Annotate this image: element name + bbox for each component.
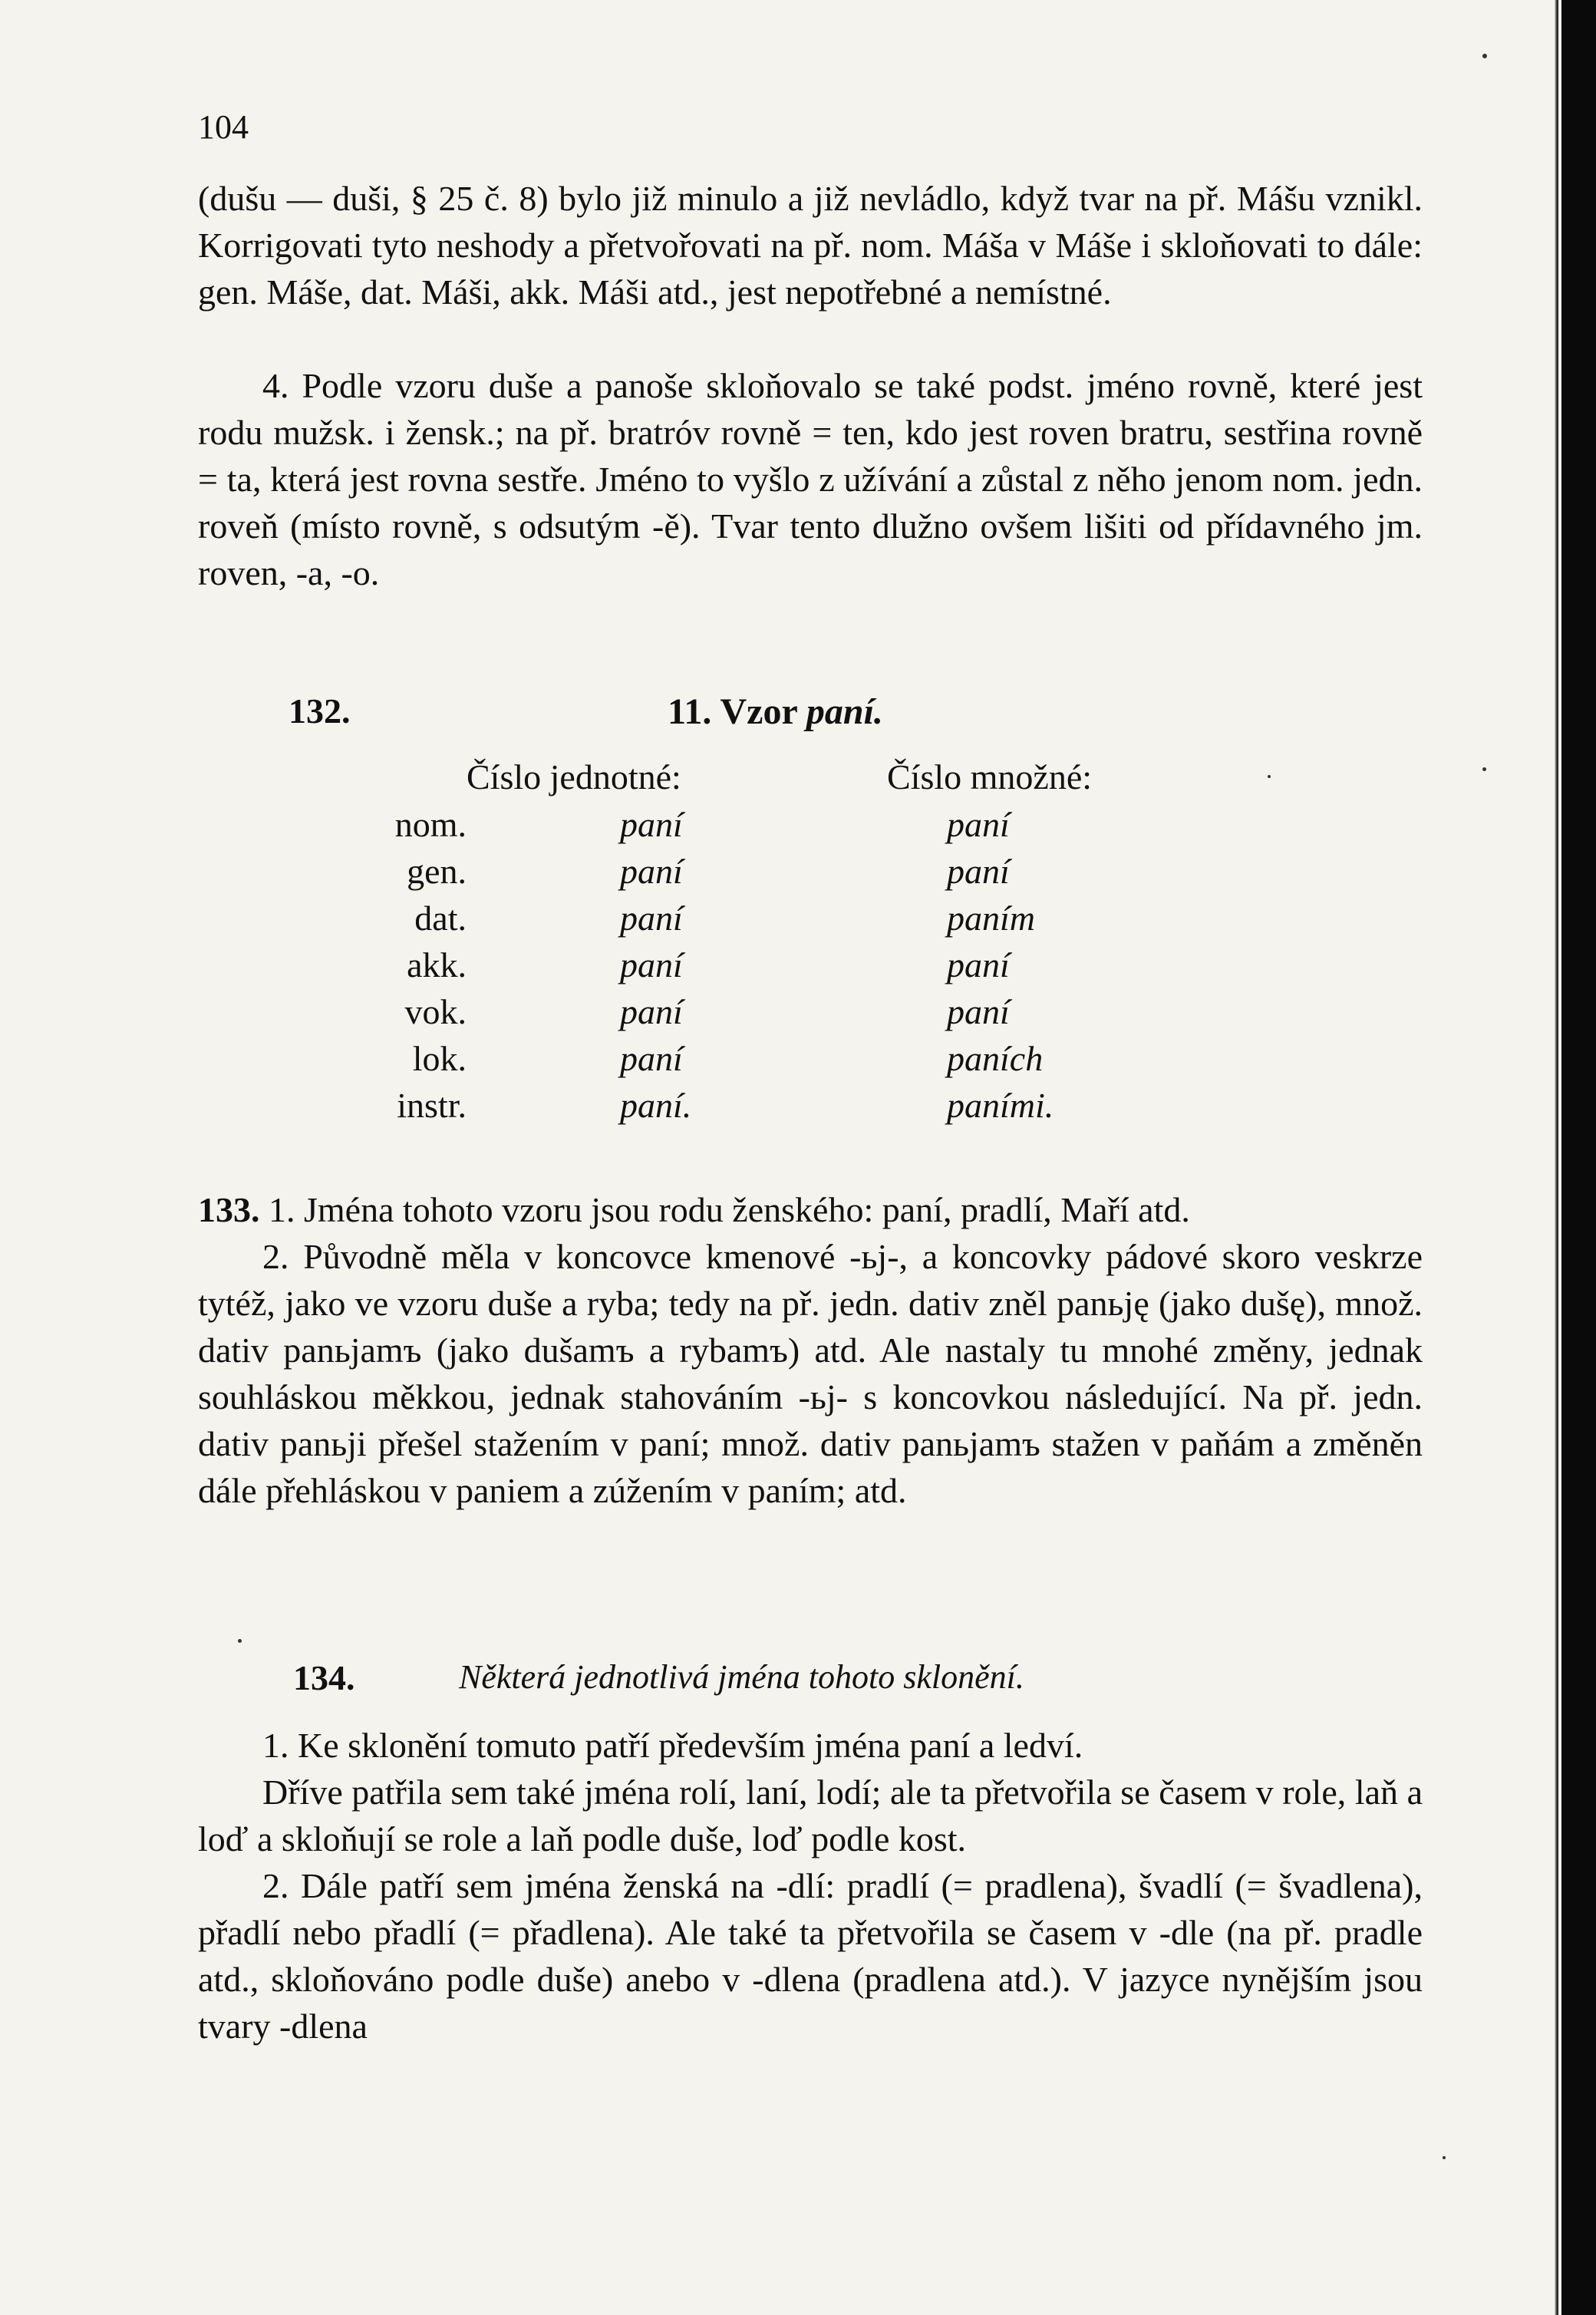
section-133-p1-text: 1. Jména tohoto vzoru jsou rodu ženského: paní, pradlí, Maří atd.	[269, 1190, 1190, 1229]
scan-speck	[1482, 767, 1486, 771]
section-132-title-word: paní.	[806, 691, 883, 732]
case-label: akk.	[407, 945, 467, 984]
section-134-p3: 2. Dále patří sem jména ženská na -dlí: pradlí (= pradlena), švadlí (= švadlena), přadlí nebo přadlí (= přadlena). Ale také ta přetvořila se časem v -dle (na př. pradle atd., skloňováno podle duše) anebo v -dlena (pradlena atd.). V jazyce nynějším jsou tvary -dlena	[198, 1866, 1423, 2046]
case-label: instr.	[397, 1086, 467, 1125]
plural-form: paními.	[947, 1086, 1054, 1125]
table-row	[198, 991, 1423, 1038]
scan-border	[1561, 0, 1596, 2315]
page-edge-shadow	[1555, 0, 1558, 2315]
intro-text: (dušu — duši, § 25 č. 8) bylo již minulo a již nevládlo, když tvar na př. Mášu vznikl. Korrigovati tyto neshody a přetvořovati na př. nom. Máša v Máše i skloňovati to dále: gen. Máše, dat. Máši, akk. Máši atd., jest nepotřebné a nemístné.	[198, 179, 1423, 312]
scan-speck	[1443, 2156, 1446, 2159]
table-row	[198, 945, 1423, 991]
section-133-number: 133.	[198, 1190, 260, 1229]
section-134-subtitle: Některá jednotlivá jména tohoto sklonění.	[459, 1658, 1024, 1696]
singular-form: paní	[620, 992, 683, 1031]
plural-form: paní	[947, 805, 1010, 844]
section-134-heading	[198, 1657, 1423, 1722]
plural-form: paní	[947, 992, 1010, 1031]
singular-form: paní	[620, 945, 683, 984]
case-label: vok.	[404, 992, 467, 1031]
case-label: dat.	[414, 899, 467, 938]
plural-form: paních	[947, 1039, 1044, 1078]
table-row	[198, 851, 1423, 898]
singular-form: paní	[620, 1039, 683, 1078]
section-133	[198, 1186, 1423, 1514]
section-134-number: 134.	[293, 1658, 355, 1697]
table-row	[198, 1085, 1423, 1132]
singular-form: paní.	[620, 1086, 692, 1125]
plural-header: Číslo množné:	[887, 757, 1093, 796]
section-132	[198, 691, 1423, 744]
section-132-number: 132.	[289, 691, 351, 730]
scan-speck	[1482, 54, 1487, 58]
case-label: nom.	[394, 805, 467, 844]
intro-paragraph	[198, 175, 1423, 315]
section-134-p1: 1. Ke sklonění tomuto patří především jména paní a ledví.	[262, 1726, 1083, 1765]
section-134-p2: Dříve patřila sem také jména rolí, laní, lodí; ale ta přetvořila se časem v role, laň a loď a skloňují se role a laň podle duše, loď podle kost.	[198, 1773, 1423, 1858]
plural-form: paním	[947, 899, 1035, 938]
plural-form: paní	[947, 852, 1010, 891]
case-label: gen.	[407, 852, 467, 891]
singular-form: paní	[620, 899, 683, 938]
case-label: lok.	[412, 1039, 467, 1078]
declension-table	[198, 757, 1423, 1186]
point-4-paragraph	[198, 362, 1423, 596]
scan-speck	[1268, 775, 1271, 778]
section-133-p2: 2. Původně měla v koncovce kmenové -ьj-, a koncovky pádové skoro veskrze tytéž, jako ve vzoru duše a ryba; tedy na př. jedn. dativ zněl panьję (jako dušę), množ. dativ panьjamъ (jako dušamъ a rybamъ) atd. Ale nastaly tu mnohé změny, jednak souhláskou měkkou, jednak stahováním -ьj- s koncovkou následující. Na př. jedn. dativ panьji přešel stažením v paní; množ. dativ panьjamъ stažen v paňám a změněn dále přehláskou v paniem a zúžením v paním; atd.	[198, 1237, 1423, 1510]
singular-form: paní	[620, 805, 683, 844]
section-133-p1	[198, 1186, 1423, 1233]
scan-speck	[238, 1639, 242, 1643]
section-132-title	[668, 691, 883, 733]
section-132-title-prefix: 11. Vzor	[668, 691, 797, 732]
singular-form: paní	[620, 852, 683, 891]
table-row	[198, 804, 1423, 851]
singular-header: Číslo jednotné:	[467, 757, 681, 796]
table-row	[198, 1038, 1423, 1085]
table-row	[198, 898, 1423, 945]
plural-form: paní	[947, 945, 1010, 984]
section-134	[198, 1657, 1423, 2050]
page-number: 104	[198, 108, 249, 146]
point-4-text: 4. Podle vzoru duše a panoše skloňovalo se také podst. jméno rovně, které jest rodu mužsk. i žensk.; na př. bratróv rovně = ten, kdo jest roven bratru, sestřina rovně = ta, která jest rovna sestře. Jméno to vyšlo z užívání a zůstal z něho jenom nom. jedn. roveň (místo rovně, s odsutým -ě). Tvar tento dlužno ovšem lišiti od přídavného jm. roven, -a, -o.	[198, 366, 1423, 592]
section-132-heading	[198, 691, 1423, 744]
